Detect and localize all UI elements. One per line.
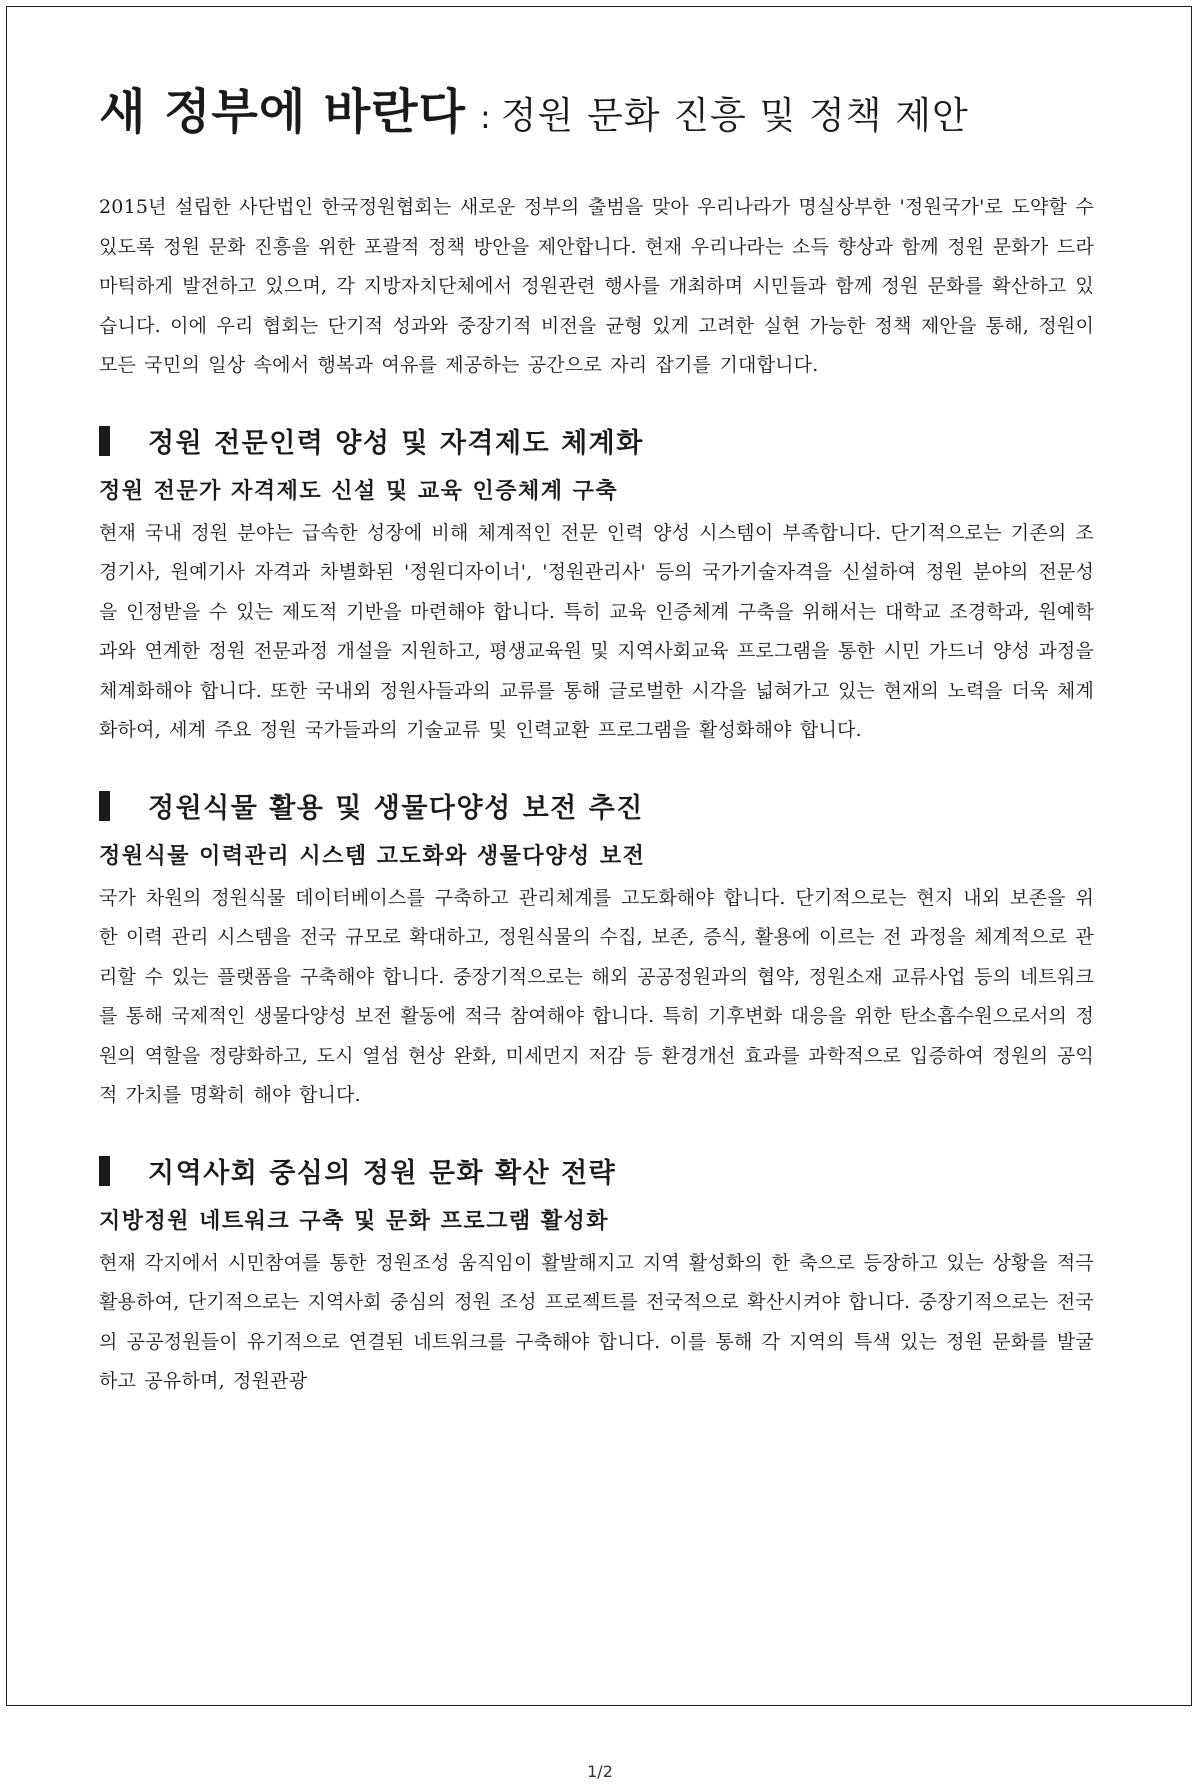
section-biodiversity <box>99 785 1094 1116</box>
section-workforce <box>99 420 1094 751</box>
heading-bar-marker <box>99 791 110 821</box>
section-heading-text: 정원식물 활용 및 생물다양성 보전 추진 <box>148 793 644 824</box>
title-separator: : <box>480 98 491 136</box>
document-title <box>99 84 1094 140</box>
heading-bar-marker <box>99 1156 110 1186</box>
page-number: 1/2 <box>587 1762 613 1781</box>
section-body: 현재 각지에서 시민참여를 통한 정원조성 움직임이 활발해지고 지역 활성화의 한 축으로 등장하고 있는 상황을 적극 활용하여, 단기적으로는 지역사회 중심의 정원 조성 프로젝트를 전국적으로 확산시켜야 합니다. 중장기적으로는 전국의 공공정원들이 유기적으로 연결된 네트워크를 구축해야 합니다. 이를 통해 각 지역의 특색 있는 정원 문화를 발굴하고 공유하며, 정원관광 <box>99 1251 1094 1392</box>
title-main: 새 정부에 바란다 <box>99 84 466 140</box>
section-body: 국가 차원의 정원식물 데이터베이스를 구축하고 관리체계를 고도화해야 합니다. 단기적으로는 현지 내외 보존을 위한 이력 관리 시스템을 전국 규모로 확대하고, 정원식물의 수집, 보존, 증식, 활용에 이르는 전 과정을 체계적으로 관리할 수 있는 플랫폼을 구축해야 합니다. 중장기적으로는 해외 공공정원과의 협약, 정원소재 교류사업 등의 네트워크를 통해 국제적인 생물다양성 보전 활동에 적극 참여해야 합니다. 특히 기후변화 대응을 위한 탄소흡수원으로서의 정원의 역할을 정량화하고, 도시 열섬 현상 완화, 미세먼지 저감 등 환경개선 효과를 과학적으로 입증하여 정원의 공익적 가치를 명확히 해야 합니다. <box>99 886 1094 1106</box>
section-heading-text: 지역사회 중심의 정원 문화 확산 전략 <box>148 1158 617 1189</box>
title-subtitle: 정원 문화 진흥 및 정책 제안 <box>500 94 969 137</box>
section-heading-text: 정원 전문인력 양성 및 자격제도 체계화 <box>148 428 644 459</box>
section-body: 현재 국내 정원 분야는 급속한 성장에 비해 체계적인 전문 인력 양성 시스템이 부족합니다. 단기적으로는 기존의 조경기사, 원예기사 자격과 차별화된 '정원디자이너', '정원관리사' 등의 국가기술자격을 신설하여 정원 분야의 전문성을 인정받을 수 있는 제도적 기반을 마련해야 합니다. 특히 교육 인증체계 구축을 위해서는 대학교 조경학과, 원예학과와 연계한 정원 전문과정 개설을 지원하고, 평생교육원 및 지역사회교육 프로그램을 통한 시민 가드너 양성 과정을 체계화해야 합니다. 또한 국내외 정원사들과의 교류를 통해 글로벌한 시각을 넓혀가고 있는 현재의 노력을 더욱 체계화하여, 세계 주요 정원 국가들과의 기술교류 및 인력교환 프로그램을 활성화해야 합니다. <box>99 521 1094 741</box>
heading-bar-marker <box>99 426 110 456</box>
section-heading <box>99 420 1094 462</box>
section-subheading: 정원 전문가 자격제도 신설 및 교육 인증체계 구축 <box>99 478 619 504</box>
intro-paragraph: 2015년 설립한 사단법인 한국정원협회는 새로운 정부의 출범을 맞아 우리나라가 명실상부한 '정원국가'로 도약할 수 있도록 정원 문화 진흥을 위한 포괄적 정책 방안을 제안합니다. 현재 우리나라는 소득 향상과 함께 정원 문화가 드라마틱하게 발전하고 있으며, 각 지방자치단체에서 정원관련 행사를 개최하며 시민들과 함께 정원 문화를 확산하고 있습니다. 이에 우리 협회는 단기적 성과와 중장기적 비전을 균형 있게 고려한 실현 가능한 정책 제안을 통해, 정원이 모든 국민의 일상 속에서 행복과 여유를 제공하는 공간으로 자리 잡기를 기대합니다. <box>99 196 1094 376</box>
section-heading <box>99 1150 1094 1192</box>
section-heading <box>99 785 1094 827</box>
section-community <box>99 1150 1094 1402</box>
section-subheading: 지방정원 네트워크 구축 및 문화 프로그램 활성화 <box>99 1208 609 1234</box>
section-subheading: 정원식물 이력관리 시스템 고도화와 생물다양성 보전 <box>99 843 646 869</box>
document-content <box>99 84 1094 1402</box>
